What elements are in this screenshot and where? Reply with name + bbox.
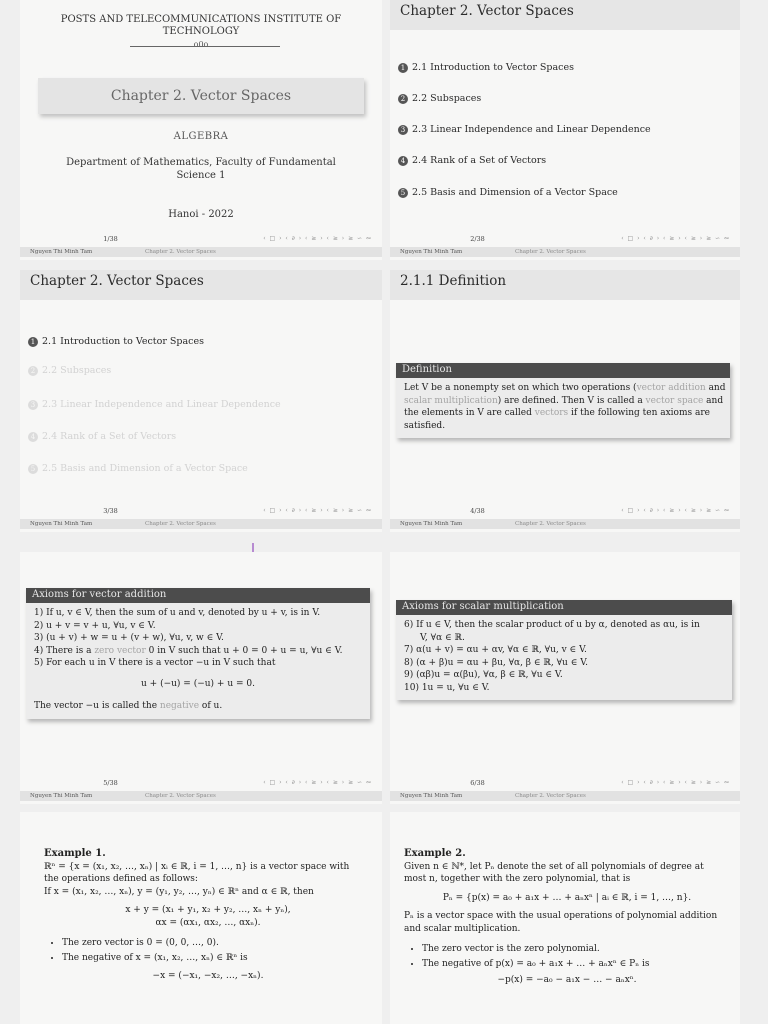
page-number: 3/38 — [103, 507, 118, 515]
page-number: 2/38 — [470, 235, 485, 243]
axioms-scalar-block — [396, 600, 732, 700]
text-run: Let V be a nonempty set on which two operations ( — [404, 383, 637, 393]
highlighted-term: vector space — [645, 395, 704, 406]
footer-author: Nguyen Thi Minh Tam — [400, 521, 463, 527]
text-run: 0 in V such that u + 0 = 0 + u = u, ∀u ∈ V. — [145, 645, 343, 656]
axiom-10: 10) 1u = u, ∀u ∈ V. — [404, 682, 490, 693]
number-bullet-icon: 4 — [398, 156, 408, 166]
footer-short-title: Chapter 2. Vector Spaces — [515, 793, 586, 799]
example-text: and scalar multiplication. — [404, 923, 521, 934]
toc-item-faded[interactable] — [28, 365, 111, 376]
axiom-6-continued: V, ∀α ∈ ℝ. — [420, 632, 465, 643]
axiom-6: 6) If u ∈ V, then the scalar product of u by α, denoted as αu, is in — [404, 620, 700, 630]
frame-title: 2.1.1 Definition — [390, 270, 740, 300]
toc-item-label: 2.4 Rank of a Set of Vectors — [412, 155, 547, 166]
toc-item-label: 2.5 Basis and Dimension of a Vector Space — [412, 187, 618, 198]
slide-footer — [20, 779, 382, 801]
example-2 — [404, 848, 730, 987]
toc-item-label: 2.3 Linear Independence and Linear Dependence — [412, 124, 651, 135]
bullet-zero-vector: • The zero vector is 0 = (0, 0, …, 0). — [62, 937, 372, 950]
example-bullets — [44, 937, 372, 964]
axiom-4 — [34, 645, 362, 658]
slide-footer — [390, 235, 740, 257]
page-number: 1/38 — [103, 235, 118, 243]
toc-item-faded[interactable] — [28, 463, 248, 474]
footer-author: Nguyen Thi Minh Tam — [400, 249, 463, 255]
slide-footer — [390, 507, 740, 529]
department-line-2: Science 1 — [176, 170, 226, 181]
block-title: Axioms for scalar multiplication — [396, 600, 732, 615]
department-line-1: Department of Mathematics, Faculty of Fundamental — [66, 157, 336, 168]
page-number: 6/38 — [470, 779, 485, 787]
example-heading: Example 1. — [44, 848, 106, 859]
frame-title: Chapter 2. Vector Spaces — [20, 270, 382, 300]
text-run: ) are defined. Then V is called a — [497, 395, 646, 406]
example-text: ℝⁿ = {x = (x₁, x₂, …, xₙ) | xᵢ ∈ ℝ, i = 1, …, n} is a vector space with — [44, 861, 350, 872]
axiom-7: 7) α(u + v) = αu + αv, ∀α ∈ ℝ, ∀u, v ∈ V. — [404, 645, 587, 655]
number-bullet-icon: 4 — [28, 432, 38, 442]
block-title: Definition — [396, 363, 730, 378]
text-run: of u. — [199, 701, 223, 711]
axiom-1: 1) If u, v ∈ V, then the sum of u and v, denoted by u + v, is in V. — [34, 608, 321, 618]
highlighted-term: negative — [159, 701, 200, 711]
footer-bar — [390, 247, 740, 257]
footer-author: Nguyen Thi Minh Tam — [30, 249, 93, 255]
number-bullet-icon: 1 — [28, 337, 38, 347]
slide-3-outline-current — [20, 270, 382, 532]
bullet-negative: • The negative of x = (x₁, x₂, …, xₙ) ∈ ℝⁿ is — [62, 952, 372, 965]
footer-bar — [20, 519, 382, 529]
highlighted-term: vector addition — [636, 383, 706, 393]
navigation-symbols[interactable]: ‹ □ › ‹ ∂ › ‹ ≥ › ‹ ≥ › ≥ ∽ ∾ — [621, 507, 730, 514]
navigation-symbols[interactable]: ‹ □ › ‹ ∂ › ‹ ≥ › ‹ ≥ › ≥ ∽ ∾ — [263, 507, 372, 514]
bullet-zero-vector: • The zero vector is the zero polynomial. — [422, 943, 730, 956]
footer-bar — [20, 791, 382, 801]
navigation-symbols[interactable]: ‹ □ › ‹ ∂ › ‹ ≥ › ‹ ≥ › ≥ ∽ ∾ — [621, 779, 730, 786]
footer-author: Nguyen Thi Minh Tam — [30, 521, 93, 527]
axiom-5: 5) For each u in V there is a vector −u in V such that — [34, 658, 276, 668]
text-line: satisfied. — [404, 420, 446, 431]
example-text: If x = (x₁, x₂, …, xₙ), y = (y₁, y₂, …, yₙ) ∈ ℝⁿ and α ∈ ℝ, then — [44, 886, 314, 897]
footer-bar — [390, 791, 740, 801]
number-bullet-icon: 2 — [398, 94, 408, 104]
slide-5-axioms-addition — [20, 552, 382, 804]
number-bullet-icon: 2 — [28, 366, 38, 376]
example-text: Pₙ is a vector space with the usual operations of polynomial addition — [404, 911, 718, 921]
example-bullets — [404, 943, 730, 970]
equation-negative: −x = (−x₁, −x₂, …, −xₙ). — [152, 971, 264, 981]
block-body — [396, 615, 732, 700]
slide-footer — [20, 507, 382, 529]
slide-footer — [20, 235, 382, 257]
footer-short-title: Chapter 2. Vector Spaces — [145, 249, 216, 255]
axiom-2: 2) u + v = v + u, ∀u, v ∈ V. — [34, 620, 156, 631]
axiom-5-equation: u + (−u) = (−u) + u = 0. — [141, 678, 255, 689]
axiom-9: 9) (αβ)u = α(βu), ∀α, β ∈ ℝ, ∀u ∈ V. — [404, 670, 563, 680]
separator-mark: o0o — [193, 40, 209, 49]
block-title: Axioms for vector addition — [26, 588, 370, 603]
presentation-title: Chapter 2. Vector Spaces — [38, 78, 364, 114]
institute-line-2: TECHNOLOGY — [162, 26, 240, 37]
slide-1-title — [20, 0, 382, 260]
footer-short-title: Chapter 2. Vector Spaces — [515, 521, 586, 527]
text-run: The vector −u is called the — [34, 701, 160, 711]
toc-item-label: 2.2 Subspaces — [42, 365, 112, 376]
toc-item[interactable] — [398, 187, 618, 198]
number-bullet-icon: 5 — [28, 464, 38, 474]
toc-item-label: 2.1 Introduction to Vector Spaces — [412, 62, 574, 73]
highlighted-term: scalar multiplication — [404, 395, 498, 406]
frame-title: Chapter 2. Vector Spaces — [390, 0, 740, 30]
axiom-3: 3) (u + v) + w = u + (v + w), ∀u, v, w ∈ V. — [34, 633, 224, 643]
example-heading: Example 2. — [404, 848, 466, 859]
footer-author: Nguyen Thi Minh Tam — [400, 793, 463, 799]
toc-item[interactable] — [398, 93, 481, 104]
navigation-symbols[interactable]: ‹ □ › ‹ ∂ › ‹ ≥ › ‹ ≥ › ≥ ∽ ∾ — [263, 779, 372, 786]
slide-7-example-1 — [20, 812, 382, 1024]
equation-scalar: αx = (αx₁, αx₂, …, αxₙ). — [155, 917, 261, 928]
toc-item[interactable] — [398, 155, 546, 166]
text-run: and — [705, 383, 726, 393]
toc-item-label: 2.5 Basis and Dimension of a Vector Space — [42, 463, 248, 474]
block-body — [396, 378, 730, 438]
axioms-addition-block — [26, 588, 370, 719]
toc-item[interactable] — [398, 124, 651, 135]
example-text: the operations defined as follows: — [44, 874, 198, 884]
example-text: most n, together with the zero polynomial, that is — [404, 874, 631, 884]
number-bullet-icon: 5 — [398, 188, 408, 198]
axiom-8: 8) (α + β)u = αu + βu, ∀α, β ∈ ℝ, ∀u ∈ V. — [404, 657, 588, 668]
number-bullet-icon: 3 — [398, 125, 408, 135]
institute-line-1: POSTS AND TELECOMMUNICATIONS INSTITUTE OF — [60, 14, 342, 25]
block-body — [26, 603, 370, 719]
toc-item-label: 2.1 Introduction to Vector Spaces — [42, 336, 204, 347]
highlighted-term: vectors — [534, 408, 569, 418]
bullet-negative: • The negative of p(x) = a₀ + a₁x + … + aₙxⁿ ∈ Pₙ is — [422, 958, 730, 971]
equation-polynomial-set: Pₙ = {p(x) = a₀ + a₁x + … + aₙxⁿ | aᵢ ∈ ℝ, i = 1, …, n}. — [442, 892, 692, 903]
institute-name — [20, 14, 382, 38]
slide-6-axioms-scalar — [390, 552, 740, 804]
example-text: Given n ∈ ℕ*, let Pₙ denote the set of all polynomials of degree at — [404, 861, 704, 872]
footer-bar — [390, 519, 740, 529]
footer-author: Nguyen Thi Minh Tam — [30, 793, 93, 799]
navigation-symbols[interactable]: ‹ □ › ‹ ∂ › ‹ ≥ › ‹ ≥ › ≥ ∽ ∾ — [621, 235, 730, 242]
negative-note — [34, 700, 362, 713]
slide-4-definition — [390, 270, 740, 532]
page-number: 5/38 — [103, 779, 118, 787]
text-run: 4) There is a — [34, 645, 95, 656]
equation-negative: −p(x) = −a₀ − a₁x − … − aₙxⁿ. — [497, 975, 637, 985]
example-1 — [44, 848, 372, 983]
separator-rule — [130, 46, 280, 47]
number-bullet-icon: 1 — [398, 63, 408, 73]
equation-sum: x + y = (x₁ + y₁, x₂ + y₂, …, xₙ + yₙ), — [125, 905, 291, 915]
text-run: the elements in V are called — [404, 408, 535, 418]
slide-footer — [390, 779, 740, 801]
footer-short-title: Chapter 2. Vector Spaces — [145, 793, 216, 799]
page-number: 4/38 — [470, 507, 485, 515]
slide-8-example-2 — [390, 812, 740, 1024]
subject: ALGEBRA — [173, 131, 229, 142]
number-bullet-icon: 3 — [28, 400, 38, 410]
toc-item-current[interactable] — [28, 336, 204, 347]
toc-item-label: 2.4 Rank of a Set of Vectors — [42, 431, 177, 442]
footer-short-title: Chapter 2. Vector Spaces — [145, 521, 216, 527]
department — [50, 156, 352, 182]
toc-item-label: 2.3 Linear Independence and Linear Dependence — [42, 399, 281, 410]
toc-item-faded[interactable] — [28, 431, 176, 442]
place-date: Hanoi - 2022 — [168, 209, 234, 220]
footer-short-title: Chapter 2. Vector Spaces — [515, 249, 586, 255]
slide-2-outline — [390, 0, 740, 260]
definition-block — [396, 363, 730, 438]
highlighted-term: zero vector — [94, 645, 146, 656]
toc-item-label: 2.2 Subspaces — [412, 93, 482, 104]
text-run: if the following ten axioms are — [568, 408, 710, 418]
footer-bar — [20, 247, 382, 257]
toc-item[interactable] — [398, 62, 574, 73]
navigation-symbols[interactable]: ‹ □ › ‹ ∂ › ‹ ≥ › ‹ ≥ › ≥ ∽ ∾ — [263, 235, 372, 242]
toc-item-faded[interactable] — [28, 399, 281, 410]
text-run: and — [703, 395, 724, 406]
